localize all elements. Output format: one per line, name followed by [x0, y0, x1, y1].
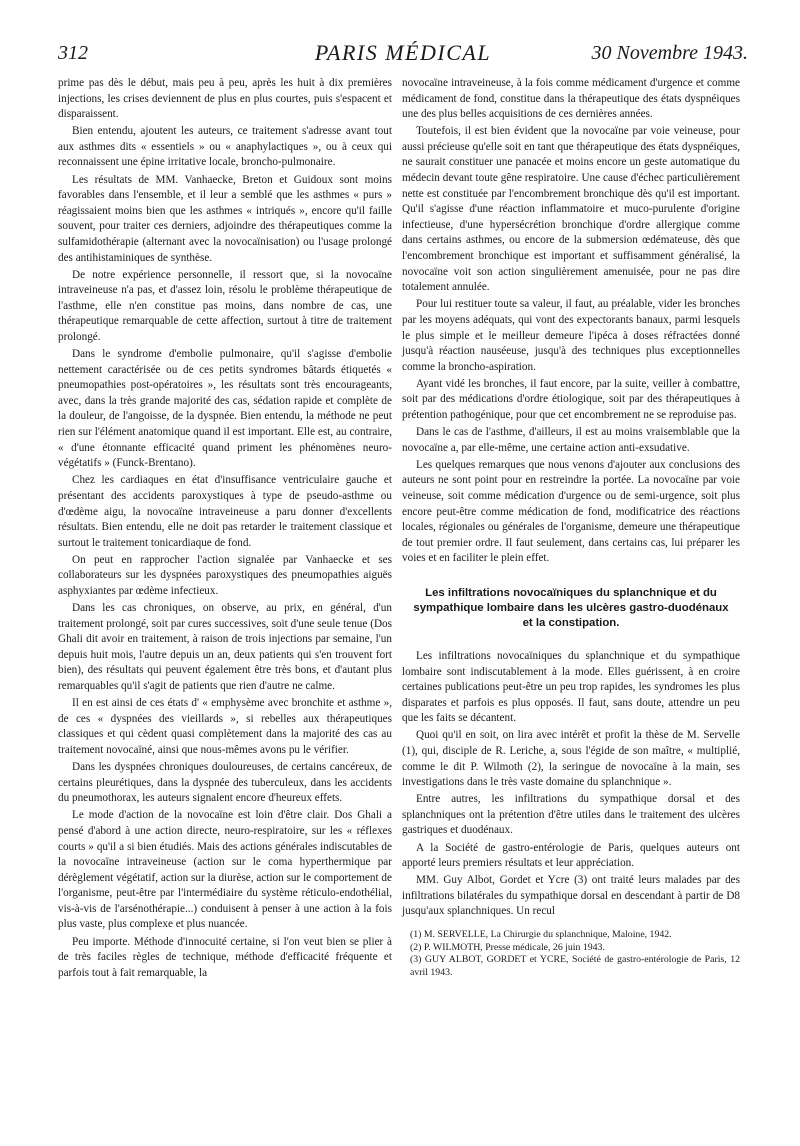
paragraph: Dans les dyspnées chroniques douloureuses, de certains cancéreux, de certains pleurétiques, dans la dyspnée des tuberculeux, dans les accidents du pneumothorax, les auteurs signalent encore d'heureux effets. [58, 761, 392, 805]
paragraph: Dans le cas de l'asthme, d'ailleurs, il est au moins vraisemblable que la novocaïne a, par elle-même, une certaine action anti-exsudative. [402, 426, 740, 454]
paragraph: Pour lui restituer toute sa valeur, il faut, au préalable, vider les bronches par les moyens adéquats, qui vont des expectorants banaux, parmi lesquels le plus simple et le meilleur demeure l'ipéca à doses réfractées donné jusqu'à réaction nauséeuse, jusqu'à des techniques plus exceptionnelles comme la broncho-aspiration. [402, 298, 740, 373]
section-heading: Les infiltrations novocaïniques du splanchnique et du sympathique lombaire dans les ulcères gastro-duodénaux et la constipation. [413, 586, 729, 629]
paragraph: Les résultats de MM. Vanhaecke, Breton et Guidoux sont moins favorables dans l'ensemble, et il leur a semblé que les asthmes « purs » réagissaient moins bien que les asthmes « intriqués », encore qu'il faille souvent, pour traiter ces derniers, adjoindre des thérapeutiques comme la sulfamidothérapie (alternant avec la novocaïnisation) ou l'usage prolongé des antihistaminiques de synthèse. [58, 173, 392, 264]
paragraph: On peut en rapprocher l'action signalée par Vanhaecke et ses collaborateurs sur les dyspnées paroxystiques des pneumopathies aiguës asphyxiantes par œdème infectieux. [58, 553, 392, 597]
right-column [402, 76, 740, 979]
paragraph: MM. Guy Albot, Gordet et Ycre (3) ont traité leurs malades par des infiltrations bilatérales du sympathique dorsal en descendant à partir de D8 jusqu'aux splanchniques. Un recul [402, 874, 740, 918]
paragraph: Les quelques remarques que nous venons d'ajouter aux conclusions des auteurs ne sont point pour en restreindre la portée. La novocaïne par voie veineuse, soit comme médication d'urgence ou de semi-urgence, soit plus encore peut-être comme médication de fond, modificatrice des réactions locales, régionales ou générales de l'organisme, demeure une thérapeutique de tout premier ordre. Il faut seulement, dans certains cas, lui préparer les voies et en faciliter le plein effet. [402, 458, 740, 565]
paragraph: Toutefois, il est bien évident que la novocaïne par voie veineuse, pour aussi précieuse qu'elle soit en tant que thérapeutique des états dyspnéiques, ne saurait constituer une panacée et moins encore un geste automatique du médecin devant toute gêne respiratoire. Une cause d'échec particulièrement nette est constituée par l'encombrement bronchique dès qu'il est important. Qu'il s'agisse d'une réaction inflammatoire et muco-purulente d'origine infectieuse, d'une hypersécrétion bronchique d'ordre allergique comme dans certains asthmes, ou encore de la submersion œdémateuse, dès que l'encombrement bronchique est important et suffisamment généralisé, la novocaïne voit son action singulièrement amenuisée, pour ne pas dire totalement annulée. [402, 125, 740, 294]
page-number: 312 [58, 42, 88, 64]
paragraph: A la Société de gastro-entérologie de Paris, quelques auteurs ont apporté leurs premiers résultats et leur appréciation. [402, 841, 740, 870]
paragraph: Entre autres, les infiltrations du sympathique dorsal et des splanchniques ont la prétention d'être utiles dans le traitement des ulcères gastriques et duodénaux. [402, 793, 740, 837]
paragraph: Dans les cas chroniques, on observe, au prix, en général, d'un traitement prolongé, soit par cures successives, soit d'une seule tenue (Dos Ghali dit avoir en traitement, à raison de trois injections par semaine, l'un depuis huit mois, l'autre depuis un an, deux patients qui s'en trouvent fort bien), des résultats qui peuvent également être très bons, et d'autant plus remarquables qu'il s'agit de patients que rien d'autre ne calme. [58, 602, 392, 693]
paragraph: Bien entendu, ajoutent les auteurs, ce traitement s'adresse avant tout aux asthmes dits « essentiels » ou « anaphylactiques », ou à ceux qui reconnaissent une épine irritative locale, broncho-pulmonaire. [58, 125, 392, 169]
paragraph: Le mode d'action de la novocaïne est loin d'être clair. Dos Ghali a pensé d'abord à une action directe, neuro-respiratoire, sur les « réflexes courts » qu'il a si bien étudiés. Mais des actions générales indiscutables de la novocaïne intraveineuse (action sur le coma hyperthermique par dérèglement végétatif, action sur la diurèse, action sur le comportement de l'organisme, peut-être par l'intermédiaire du système réticulo-endothélial, vis-à-vis de l'arsénothérapie...) conduisent à penser à une action à la fois plus vaste, plus complexe et plus nuancée. [58, 809, 392, 931]
paragraph: Ayant vidé les bronches, il faut encore, par la suite, veiller à combattre, soit par des médications d'ordre étiologique, soit par des thérapeutiques à prétention pathogénique, pour que cet encombrement ne se reproduise pas. [402, 377, 740, 421]
left-column [58, 76, 392, 983]
footnotes [402, 929, 740, 979]
footnote: (2) P. WILMOTH, Presse médicale, 26 juin 1943. [410, 941, 605, 953]
footnote: (3) GUY ALBOT, GORDET et YCRE, Société de gastro-entérologie de Paris, 12 avril 1943. [410, 954, 740, 978]
paragraph: De notre expérience personnelle, il ressort que, si la novocaïne intraveineuse n'a pas, et d'assez loin, résolu le problème thérapeutique de l'asthme, elle n'en constitue pas moins, dans nombre de cas, une thérapeutique remarquable de cette affection, surtout à titre de traitement prolongé. [58, 268, 392, 343]
paragraph: Dans le syndrome d'embolie pulmonaire, qu'il s'agisse d'embolie nettement caractérisée ou de ces petits syndromes bâtards étiquetés « pneumopathies post-opératoires », les résultats sont très encourageants, avec, dans la très grande majorité des cas, sédation rapide et complète de la douleur, de l'angoisse, de la dyspnée. Bien entendu, la méthode ne peut rien sur l'élément anatomique quand il est important. Elle est, au contraire, « d'une étonnante efficacité quand priment les phénomènes neuro-végétatifs » (Funck-Brentano). [58, 348, 392, 470]
issue-date: 30 Novembre 1943. [591, 42, 748, 64]
paragraph: Il en est ainsi de ces états d' « emphysème avec bronchite et asthme », de ces « dyspnées des vieillards », si rebelles aux thérapeutiques classiques et qui cèdent quasi complètement dans la majorité des cas au traitement novocaïné, ainsi que nous-mêmes avons pu le vérifier. [58, 697, 392, 756]
page-header [58, 38, 748, 70]
footnote: (1) M. SERVELLE, La Chirurgie du splanchnique, Maloine, 1942. [410, 929, 672, 940]
paragraph: novocaïne intraveineuse, à la fois comme médicament d'urgence et comme médicament de fond, constitue dans la thérapeutique des états dyspnéiques une des plus belles acquisitions de ces dernières années. [402, 77, 740, 121]
paragraph: prime pas dès le début, mais peu à peu, après les huit à dix premières injections, les crises deviennent de plus en plus courtes, puis s'espacent et disparaissent. [58, 77, 392, 121]
paragraph: Quoi qu'il en soit, on lira avec intérêt et profit la thèse de M. Servelle (1), qui, disciple de R. Leriche, a, sous l'égide de son maître, « multiplié, comme le dit P. Wilmoth (2), la seringue de novocaïne à la main, ses investigations dans le très vaste domaine du splanchnique ». [402, 729, 740, 789]
paragraph: Peu importe. Méthode d'innocuité certaine, si l'on veut bien se plier à de très faciles règles de technique, méthode d'efficacité fréquente et parfois tout à fait remarquable, la [58, 935, 392, 979]
paragraph: Chez les cardiaques en état d'insuffisance ventriculaire gauche et présentant des accidents paroxystiques à type de pseudo-asthme ou d'œdème aigu, la novocaïne intraveineuse a paru donner d'excellents résultats. Bien entendu, elle ne doit pas retarder le traitement classique et surtout le traitement tonicardiaque de fond. [58, 474, 392, 549]
journal-title: PARIS MÉDICAL [314, 40, 492, 65]
paragraph: Les infiltrations novocaïniques du splanchnique et du sympathique lombaire sont indiscutablement à la mode. Elles guérissent, à en croire certaines publications peut-être un peu trop rapides, les syndromes les plus disparates et parfois es plus opposés. Il faut, sans doute, attendre un peu que les faits se décantent. [402, 649, 740, 725]
